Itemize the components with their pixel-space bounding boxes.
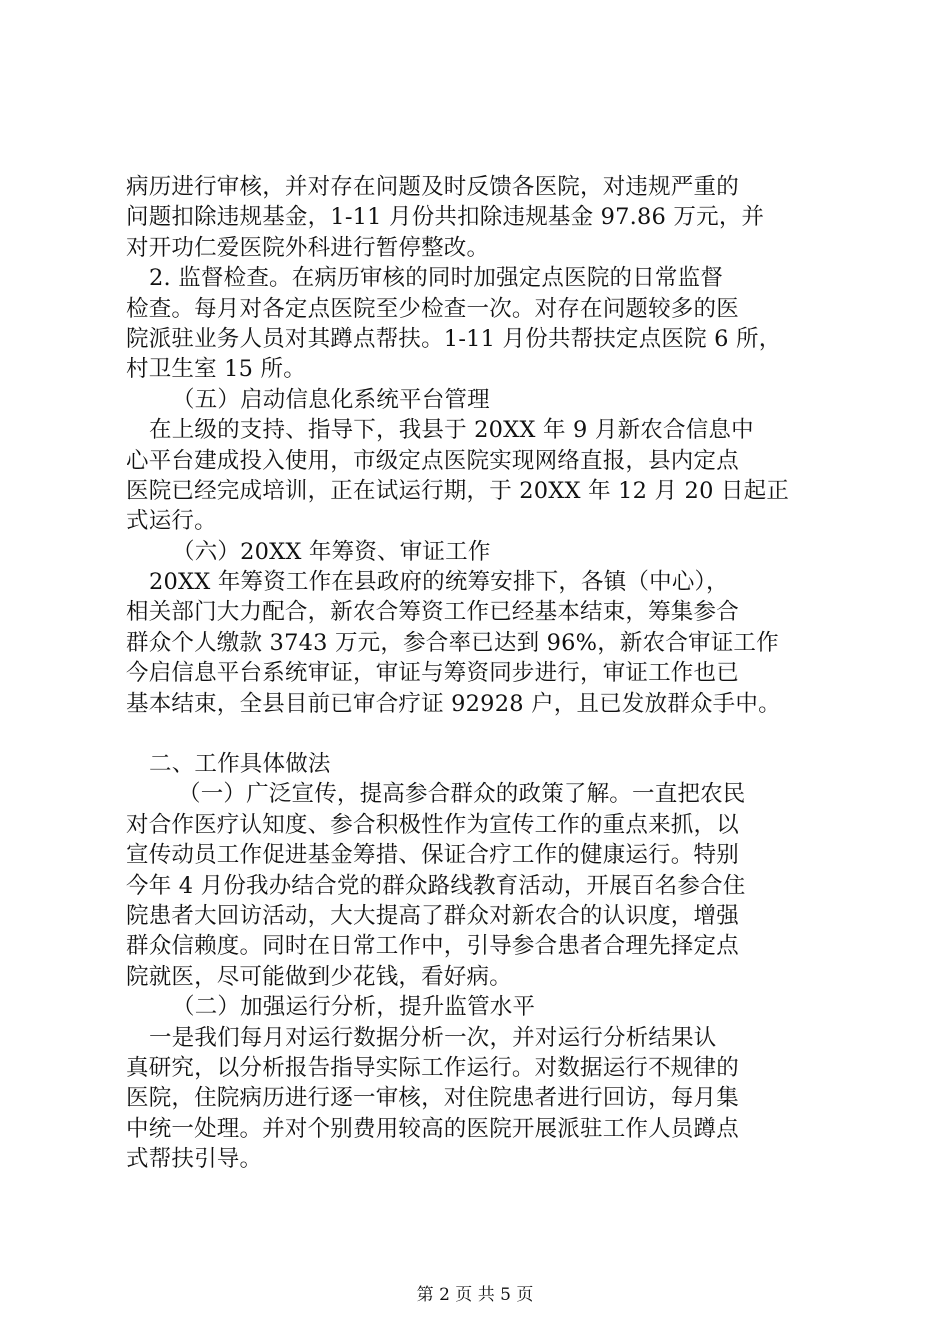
paragraph-start: 在上级的支持、指导下，我县于 20XX 年 9 月新农合信息中	[149, 417, 754, 444]
body-line: 问题扣除违规基金，1-11 月份共扣除违规基金 97.86 万元，并	[126, 204, 765, 231]
body-line: 检查。每月对各定点医院至少检查一次。对存在问题较多的医	[126, 295, 739, 322]
body-line: 病历进行审核，并对存在问题及时反馈各医院，对违规严重的	[126, 174, 739, 200]
body-line: 医院，住院病历进行逐一审核，对住院患者进行回访，每月集	[126, 1085, 739, 1112]
body-line: 真研究，以分析报告指导实际工作运行。对数据运行不规律的	[126, 1054, 739, 1081]
page-number-footer: 第 2 页 共 5 页	[416, 1285, 534, 1305]
section-heading-6: （六）20XX 年筹资、审证工作	[172, 538, 491, 565]
body-line: 相关部门大力配合，新农合筹资工作已经基本结束，筹集参合	[126, 599, 739, 626]
paragraph-start: 20XX 年筹资工作在县政府的统筹安排下，各镇（中心），	[149, 569, 729, 596]
body-line: 群众信赖度。同时在日常工作中，引导参合患者合理先择定点	[126, 933, 739, 960]
section-heading-5: （五）启动信息化系统平台管理	[172, 386, 490, 413]
body-line: 对合作医疗认知度、参合积极性作为宣传工作的重点来抓，以	[126, 811, 739, 838]
chapter-heading-2: 二、工作具体做法	[149, 751, 331, 778]
body-line: 对开功仁爱医院外科进行暂停整改。	[126, 234, 490, 261]
paragraph-start: 一是我们每月对运行数据分析一次，并对运行分析结果认	[149, 1024, 717, 1051]
body-line: 村卫生室 15 所。	[126, 356, 306, 383]
body-line: 式运行。	[126, 508, 217, 535]
body-line: 今启信息平台系统审证，审证与筹资同步进行，审证工作也已	[126, 660, 739, 687]
paragraph-start: （一）广泛宣传，提高参合群众的政策了解。一直把农民	[178, 781, 746, 808]
subsection-paragraph-start: 2. 监督检查。在病历审核的同时加强定点医院的日常监督	[149, 265, 724, 292]
body-line: 式帮扶引导。	[126, 1146, 263, 1173]
body-line: 院派驻业务人员对其蹲点帮扶。1-11 月份共帮扶定点医院 6 所，	[126, 325, 782, 352]
body-line: 宣传动员工作促进基金筹措、保证合疗工作的健康运行。特别	[126, 842, 739, 869]
body-line: 院患者大回访活动，大大提高了群众对新农合的认识度，增强	[126, 902, 739, 929]
body-line: 基本结束，全县目前已审合疗证 92928 户，且已发放群众手中。	[126, 690, 781, 717]
body-line: 群众个人缴款 3743 万元，参合率已达到 96%，新农合审证工作	[126, 629, 779, 656]
section-heading-2-2: （二）加强运行分析，提升监管水平	[172, 994, 536, 1021]
body-line: 院就医，尽可能做到少花钱，看好病。	[126, 963, 512, 990]
paragraph-gap	[126, 719, 826, 749]
document-body	[126, 172, 826, 1175]
body-line: 医院已经完成培训，正在试运行期，于 20XX 年 12 月 20 日起正	[126, 477, 790, 504]
body-line: 心平台建成投入使用，市级定点医院实现网络直报，县内定点	[126, 447, 739, 474]
body-line: 今年 4 月份我办结合党的群众路线教育活动，开展百名参合住	[126, 872, 746, 899]
body-line: 中统一处理。并对个别费用较高的医院开展派驻工作人员蹲点	[126, 1115, 739, 1142]
